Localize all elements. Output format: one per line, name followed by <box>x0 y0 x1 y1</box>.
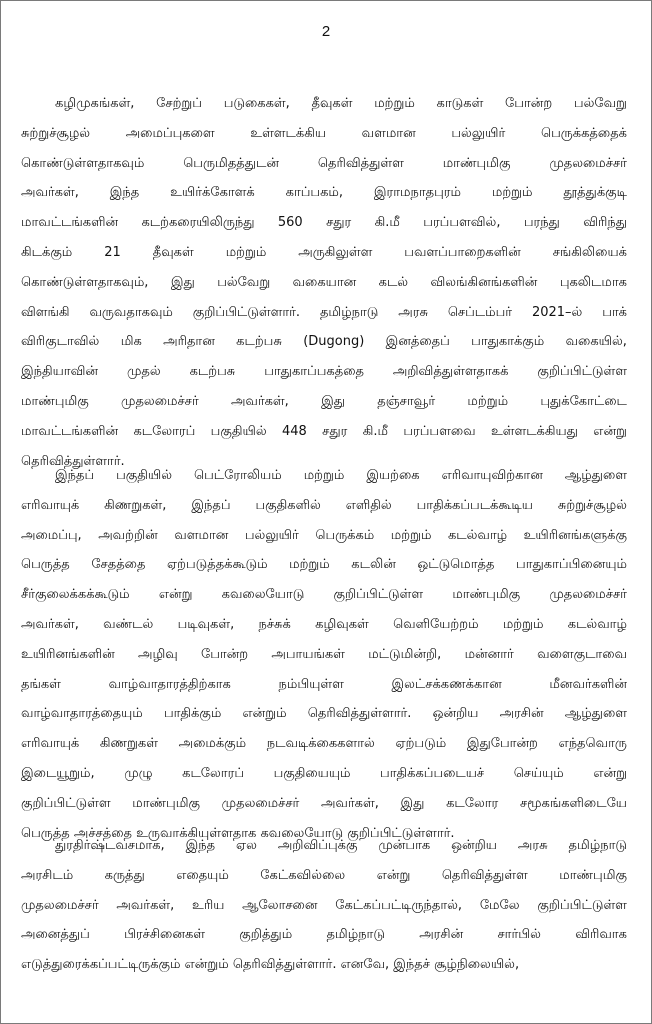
text-line: மாவட்டங்களின் கடலோரப் பகுதியில் 448 சதுர கி.மீ பரப்பளவை உள்ளடக்கியது என்று <box>21 423 627 439</box>
paragraph-2 <box>21 461 627 848</box>
text-line: மாவட்டங்களின் கடற்கரையிலிருந்து 560 சதுர கி.மீ பரப்பளவில், பரந்து விரிந்து <box>21 215 627 231</box>
text-line: இடையூறும், முழு கடலோரப் பகுதியையும் பாதிக்கப்படையச் செய்யும் என்று <box>21 765 627 781</box>
text-line: வாழ்வாதாரத்தையும் பாதிக்கும் என்றும் தெரிவித்துள்ளார். ஒன்றிய அரசின் ஆழ்துளை <box>21 706 627 722</box>
text-line: அனைத்துப் பிரச்சினைகள் குறித்தும் தமிழ்நாடு அரசின் சார்பில் விரிவாக <box>21 927 627 943</box>
text-line: எடுத்துரைக்கப்பட்டிருக்கும் என்றும் தெரிவித்துள்ளார். எனவே, இந்தச் சூழ்நிலையில், <box>21 957 520 973</box>
text-line: கொண்டுள்ளதாகவும் பெருமிதத்துடன் தெரிவித்துள்ள மாண்புமிகு முதலமைச்சர் <box>21 155 627 171</box>
text-line: பெருத்த அச்சத்தை உருவாக்கியுள்ளதாக கவலையோடு குறிப்பிட்டுள்ளார். <box>21 825 455 841</box>
text-line: பெருத்த சேதத்தை ஏற்படுத்தக்கூடும் மற்றும் கடலின் ஒட்டுமொத்த பாதுகாப்பினையும் <box>21 557 627 573</box>
text-line: இந்தப் பகுதியில் பெட்ரோலியம் மற்றும் இயற்கை எரிவாயுவிற்கான ஆழ்துளை <box>55 468 627 483</box>
text-line: இந்தியாவின் முதல் கடற்பசு பாதுகாப்பகத்தை அறிவித்துள்ளதாகக் குறிப்பிட்டுள்ள <box>21 364 627 380</box>
text-line: அமைப்பு, அவற்றின் வளமான பல்லுயிர் பெருக்கம் மற்றும் கடல்வாழ் உயிரினங்களுக்கு <box>21 527 627 543</box>
text-line: கழிமுகங்கள், சேற்றுப் படுகைகள், தீவுகள் மற்றும் காடுகள் போன்ற பல்வேறு <box>55 96 627 111</box>
text-line: மாண்புமிகு முதலமைச்சர் அவர்கள், இது தஞ்சாவூர் மற்றும் புதுக்கோட்டை <box>21 393 627 409</box>
text-line: அவர்கள், இந்த உயிர்க்கோளக் காப்பகம், இராமநாதபுரம் மற்றும் தூத்துக்குடி <box>21 185 627 201</box>
text-line: துரதிர்ஷ்டவசமாக, இந்த ஏல அறிவிப்புக்கு முன்பாக ஒன்றிய அரசு தமிழ்நாடு <box>55 838 627 853</box>
text-line: தங்கள் வாழ்வாதாரத்திற்காக நம்பியுள்ள இலட்சக்கணக்கான மீனவர்களின் <box>21 676 627 692</box>
text-line: குறிப்பிட்டுள்ள மாண்புமிகு முதலமைச்சர் அவர்கள், இது கடலோர சமூகங்களிடையே <box>21 795 627 811</box>
text-line: எரிவாயுக் கிணறுகள் அமைக்கும் நடவடிக்கைகளால் ஏற்படும் இதுபோன்ற எந்தவொரு <box>21 736 627 752</box>
paragraph-1 <box>21 89 627 476</box>
text-line: சீர்குலைக்கக்கூடும் என்று கவலையோடு குறிப்பிட்டுள்ள மாண்புமிகு முதலமைச்சர் <box>21 587 627 603</box>
text-line: அரசிடம் கருத்து எதையும் கேட்கவில்லை என்று தெரிவித்துள்ள மாண்புமிகு <box>21 867 627 883</box>
text-line: கொண்டுள்ளதாகவும், இது பல்வேறு வகையான கடல் விலங்கினங்களின் புகலிடமாக <box>21 274 627 290</box>
page-number: 2 <box>321 23 331 40</box>
text-line: விரிகுடாவில் மிக அரிதான கடற்பசு (Dugong) இனத்தைப் பாதுகாக்கும் வகையில், <box>21 334 627 350</box>
text-line: முதலமைச்சர் அவர்கள், உரிய ஆலோசனை கேட்கப்பட்டிருந்தால், மேலே குறிப்பிட்டுள்ள <box>21 897 627 913</box>
text-line: தெரிவித்துள்ளார். <box>21 453 125 469</box>
text-line: சுற்றுச்சூழல் அமைப்புகளை உள்ளடக்கிய வளமான பல்லுயிர் பெருக்கத்தைக் <box>21 125 627 141</box>
text-line: கிடக்கும் 21 தீவுகள் மற்றும் அருகிலுள்ள பவளப்பாறைகளின் சங்கிலியைக் <box>21 244 627 260</box>
text-line: விளங்கி வருவதாகவும் குறிப்பிட்டுள்ளார். தமிழ்நாடு அரசு செப்டம்பர் 2021–ல் பாக் <box>21 304 627 320</box>
text-line: உயிரினங்களின் அழிவு போன்ற அபாயங்கள் மட்டுமின்றி, மன்னார் வளைகுடாவை <box>21 646 627 662</box>
text-line: அவர்கள், வண்டல் படிவுகள், நச்சுக் கழிவுகள் வெளியேற்றம் மற்றும் கடல்வாழ் <box>21 616 627 632</box>
text-line: எரிவாயுக் கிணறுகள், இந்தப் பகுதிகளில் எளிதில் பாதிக்கப்படக்கூடிய சுற்றுச்சூழல் <box>21 497 627 513</box>
paragraph-3 <box>21 831 627 980</box>
